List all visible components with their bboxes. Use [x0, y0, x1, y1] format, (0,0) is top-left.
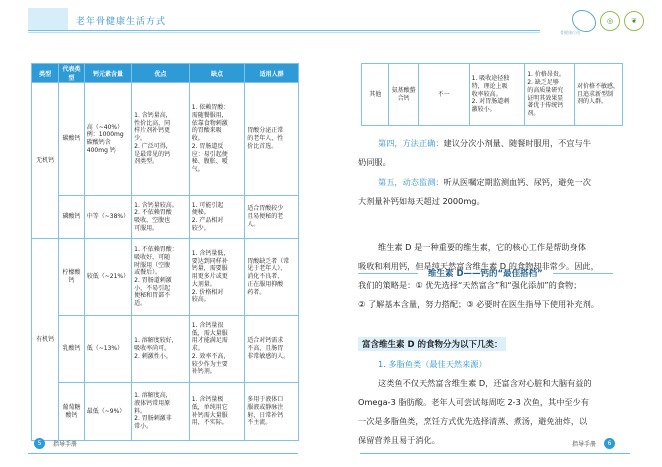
cell-line: 1. 含钙量很 [191, 322, 224, 330]
row-content [84, 196, 131, 239]
cell-line: 液体钙常用原 [134, 399, 171, 407]
calcium-types-table [31, 63, 299, 441]
cell-line: 常小。 [134, 423, 153, 430]
row-cons [189, 316, 244, 383]
cell-line: 性价比高，同 [134, 119, 171, 127]
table-row [32, 83, 299, 196]
cell-line: 胃酸分泌正常 [247, 127, 284, 135]
cell-line: 消化不良者、 [247, 273, 284, 281]
col-header-type: 类型 [32, 64, 59, 83]
row-cons [189, 383, 244, 441]
row-people [245, 196, 299, 239]
row-category: 有机钙 [32, 239, 59, 441]
row-pros [132, 196, 190, 239]
col-header-pros: 优点 [132, 64, 190, 83]
cell-line: 1. 溶解度高， [134, 392, 172, 400]
cell-line: 1. 溶解度较好， [134, 337, 178, 345]
cell-line: 中等（~38%） [86, 213, 130, 221]
table-row [362, 64, 623, 126]
cell-line: 药者。 [247, 288, 266, 296]
cell-line: 400mg 钙 [86, 146, 116, 154]
cell-line: 1. 可能引起 [191, 201, 224, 209]
table-row [32, 239, 299, 316]
body-paragraph-vitamin-d [358, 238, 648, 314]
cell-line: 适合胃酸较少 [247, 205, 284, 213]
cell-line: 便秘。 [191, 209, 210, 217]
row-name: 葡萄糖酸钙 [59, 383, 84, 441]
row-name: 氨基酸螯合钙 [389, 64, 418, 126]
body-line: 这类鱼不仅天然富含维生素 D，还富含对心脏和大脑有益的 [378, 378, 592, 388]
paragraph-label: 第四，方法正确： [378, 138, 444, 148]
cell-line: 最低（~9%） [86, 407, 126, 415]
row-cons [189, 83, 244, 196]
cell-line: 较少作为主要 [191, 360, 228, 368]
cell-line: 1. 不依赖胃酸： [134, 246, 178, 254]
cell-line: 应：易引起便 [191, 150, 228, 158]
cell-line: 1. 价格昂贵。 [527, 71, 565, 79]
paragraph-text: 建议分次小剂量、随餐时服用，不宜与牛 [443, 138, 591, 148]
cell-line: 是最常见的钙 [134, 150, 171, 158]
footer-divider-left [28, 453, 298, 454]
paragraph-text: 听从医嘱定期监测血钙、尿钙，避免一次 [443, 177, 591, 187]
cell-line: 收。 [191, 135, 204, 143]
cell-line: 需随餐服用， [191, 112, 228, 120]
cell-line: 碳酸钙含 [86, 139, 111, 146]
paragraph-method [378, 134, 640, 153]
cell-line: 求。 [191, 345, 204, 353]
header-decoration [28, 8, 68, 30]
col-header-calcium-content: 钙元素含量 [84, 64, 131, 83]
cell-line: 要达到同样补 [191, 257, 228, 265]
cell-line: 1. 含钙量较高。 [134, 201, 178, 209]
cell-line: 高（~40%） [86, 123, 124, 131]
cell-line: 便秘和胃部不 [134, 292, 171, 300]
row-content [84, 383, 131, 441]
row-category: 无机钙 [32, 83, 59, 239]
cell-line: 低，需大量服 [191, 329, 228, 337]
row-pros [132, 383, 190, 441]
paragraph-label: 第五，动态监测： [378, 177, 444, 187]
cell-line: 吸收率尚可。 [134, 345, 171, 353]
cell-line: 依靠食物刺激 [191, 119, 228, 127]
cell-line: 非常敏感的人。 [247, 352, 290, 360]
table-row [32, 196, 299, 239]
row-name: 柠檬酸钙 [59, 239, 84, 316]
row-pros [132, 239, 190, 316]
page-header-title: 老年骨健康生活方式 [76, 17, 167, 27]
cell-line: 对价格不敏感， [577, 82, 620, 90]
cell-line: 著优于传统钙 [527, 102, 564, 110]
table-header-row [32, 64, 299, 83]
leaf-logo-icon: ❦ [624, 11, 644, 31]
cell-line: 料。 [134, 407, 147, 415]
row-category: 其他 [362, 64, 389, 126]
footer-divider-right [360, 453, 630, 454]
cell-line: 样片剂补钙更 [134, 127, 171, 135]
row-pros [132, 316, 190, 383]
body-line: 维生素 D 是一种重要的维生素，它的核心工作是帮助身体 [378, 242, 587, 252]
cell-line: 补钙剂。 [191, 368, 216, 376]
cell-line: 2. 广泛可得， [134, 142, 172, 150]
cell-line: 例：1000mg [86, 131, 124, 139]
cell-line: 较少。 [191, 224, 210, 232]
row-pros [469, 64, 525, 126]
cell-line: 人。 [247, 220, 260, 228]
cell-line: 的胃酸来吸 [191, 127, 222, 135]
cell-line: 吸收，空腹也 [134, 217, 171, 224]
cell-line: 收率较高。 [471, 90, 502, 98]
footer-label-right: 指导手册 [572, 441, 597, 448]
table-row [32, 383, 299, 441]
footer-left [34, 438, 77, 449]
row-cons [189, 239, 244, 316]
cell-line: 较高。 [191, 296, 210, 304]
table-row [32, 316, 299, 383]
cell-line: 2. 价格相对 [191, 288, 224, 296]
cell-line: 剂类型。 [134, 158, 159, 166]
row-people [245, 239, 299, 316]
section-heading: 维生素 D——钙的“最佳搭档” [428, 269, 543, 279]
body-line: ② 了解基本含量，努力搭配；③ 必要时在医生指导下使用补充剂。 [358, 299, 599, 309]
cell-line: 激较小。 [471, 106, 496, 113]
cell-line: 剂的人群。 [577, 98, 608, 106]
page-number-left: 5 [34, 438, 45, 449]
cell-line: 2. 缺乏足够 [527, 79, 559, 87]
cell-line: 可服用。 [134, 224, 159, 232]
paragraph-monitor-continued: 大剂量补钙如每天超过 2000mg。 [358, 196, 485, 206]
cell-line: 用更多片或更 [191, 273, 228, 281]
cell-line: 不高，且肠胃 [247, 345, 284, 353]
row-content [84, 239, 131, 316]
cell-line: 多用于液体口 [247, 396, 284, 404]
cell-line: 用，不实际。 [191, 419, 228, 427]
cell-line: 2. 胃肠道刺激 [134, 277, 172, 284]
header-divider [28, 30, 540, 31]
body-line: 吸收和利用钙，但是纯天然富含维生素 D 的食物却非常少。因此， [358, 261, 599, 271]
cell-line: 特，理论上吸 [471, 82, 508, 90]
cell-line: 2. 效率不高， [191, 352, 230, 360]
cell-line: 吸收好，可随 [134, 253, 171, 261]
page-number-right: 6 [604, 438, 615, 449]
cell-line: 剂。 [527, 109, 540, 117]
cell-line: 补钙需大量服 [191, 411, 228, 419]
cell-line: 且追求新型制 [577, 90, 614, 98]
cell-line: 低（~13%） [86, 345, 124, 353]
food-category-heading: 富含维生素 D 的食物分为以下几类： [358, 337, 506, 351]
cell-line: 1. 含钙量低， [191, 250, 230, 258]
cell-line: 射，日常补钙 [247, 411, 284, 419]
fatty-fish-subheading: 1. 多脂鱼类（最佳天然来源） [378, 359, 487, 369]
row-people [245, 383, 299, 441]
body-line: Omega-3 脂肪酸。老年人可尝试每周吃 2-3 次鱼，其中至少有 [358, 397, 589, 407]
footer-label-left: 指导手册 [53, 441, 78, 448]
cell-line: 用才能满足需 [191, 337, 228, 345]
body-line: 我们的策略是：① 优先选择“天然富含”和“强化添加”的食物； [358, 280, 582, 290]
cell-line: 1. 依赖胃酸： [191, 104, 230, 112]
cell-line: 少。 [134, 135, 147, 143]
cell-line: 时服用（空腹 [134, 261, 171, 269]
cell-line: 2. 胃肠道反 [191, 142, 224, 150]
cell-line: 2. 不依赖胃酸 [134, 209, 172, 217]
cell-line: 钙量，需要服 [191, 265, 228, 273]
cell-line: 或餐后）。 [134, 269, 162, 277]
row-people [575, 64, 623, 126]
bird-logo-icon [572, 10, 596, 32]
row-content [84, 83, 131, 196]
row-content [84, 316, 131, 383]
col-header-people: 适用人群 [245, 64, 299, 83]
cell-line: 价比首选。 [247, 142, 278, 150]
row-name: 乳酸钙 [59, 316, 84, 383]
body-line: 保留营养且易于消化。 [358, 435, 440, 445]
cell-line: 低，单纯用它 [191, 403, 228, 411]
cell-line: 2. 刺激性小。 [134, 352, 172, 360]
calcium-other-table [361, 63, 623, 126]
row-name: 碳酸钙 [59, 83, 84, 196]
cell-line: 秘、腹胀、嗳 [191, 158, 228, 166]
cell-line: 大剂量。 [191, 280, 216, 288]
cell-line: 较低（~21%） [86, 273, 130, 281]
cell-line: 适合对钙需求 [247, 337, 284, 345]
col-header-representative: 代表类型 [59, 64, 84, 83]
col-header-cons: 缺点 [189, 64, 244, 83]
row-people [245, 83, 299, 196]
cell-line: 的高质量研究 [527, 86, 564, 94]
paragraph-method-continued: 奶同服。 [358, 157, 391, 167]
logo-group [572, 10, 644, 32]
cell-line: 2. 胃肠刺激非 [134, 415, 172, 423]
cell-line: 不主流。 [247, 419, 272, 427]
cell-line: 的老年人，性 [247, 135, 284, 143]
cell-line: 证明其效果显 [527, 94, 564, 102]
cell-line: 见于老年人）、 [247, 265, 287, 273]
cell-line: 且易便秘的老 [247, 213, 284, 221]
cell-line: 正在服用抑酸 [247, 280, 284, 288]
cell-line: 适。 [134, 300, 147, 308]
cell-line: 1. 含钙量高， [134, 112, 172, 120]
row-content: 不一 [418, 64, 469, 126]
cell-line: 胃酸缺乏者（常 [247, 257, 290, 265]
cell-line: 2. 产品相对 [191, 217, 224, 224]
footer-right [572, 438, 615, 449]
cell-line: 气。 [191, 165, 204, 173]
logo-caption: 骨健康行动 [560, 30, 580, 35]
emblem-logo-icon: ◎ [600, 11, 620, 31]
row-cons [525, 64, 575, 126]
cell-line: 服液或静脉注 [247, 403, 284, 411]
cell-line: 1. 吸收途径独 [471, 75, 510, 83]
cell-line: 2. 对胃肠道刺 [471, 98, 510, 106]
row-people [245, 316, 299, 383]
cell-line: 1. 含钙量极 [191, 396, 224, 404]
body-line: 一次是多脂鱼类，烹饪方式优先选择清蒸、煮汤，避免油炸，以 [358, 416, 588, 426]
row-name: 磷酸钙 [59, 196, 84, 239]
row-pros [132, 83, 190, 196]
header-divider-secondary [28, 32, 540, 33]
cell-line: 小，不易引起 [134, 284, 171, 292]
paragraph-monitor [378, 173, 640, 192]
row-cons [189, 196, 244, 239]
